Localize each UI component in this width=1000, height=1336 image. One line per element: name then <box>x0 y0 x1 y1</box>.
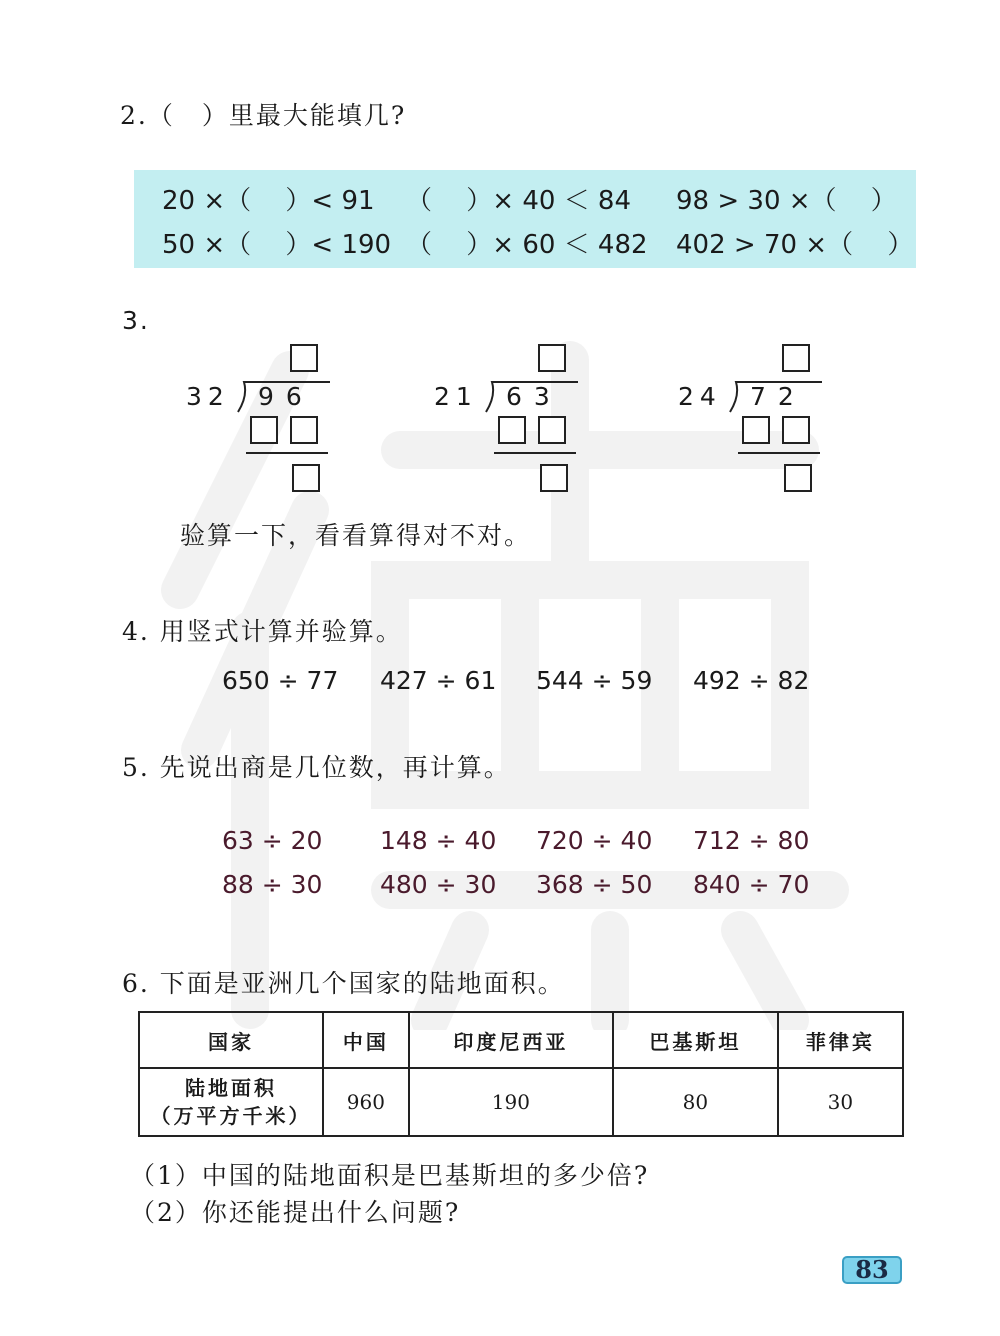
remainder-box[interactable] <box>292 464 320 492</box>
q2-ineq: （ ）× 60 ＜ 482 <box>406 230 648 260</box>
q6-heading: 6. 下面是亚洲几个国家的陆地面积。 <box>122 969 565 998</box>
q5-expression: 148 ÷ 40 <box>380 826 497 855</box>
row-label-cell <box>139 1068 323 1136</box>
q5-expression: 480 ÷ 30 <box>380 870 497 899</box>
land-area-table <box>138 1011 904 1137</box>
subtraction-line <box>738 452 820 454</box>
table-row <box>139 1068 903 1136</box>
q5-expression: 63 ÷ 20 <box>222 826 323 855</box>
table-cell: 190 <box>409 1068 613 1136</box>
q4-expression: 544 ÷ 59 <box>536 666 653 695</box>
remainder-box[interactable] <box>540 464 568 492</box>
q6-question-1: （1）中国的陆地面积是巴基斯坦的多少倍? <box>130 1161 650 1190</box>
q2-ineq: 50 ×（ ）< 190 <box>162 230 392 260</box>
q5-expression: 712 ÷ 80 <box>693 826 810 855</box>
q2-ineq: 98 > 30 ×（ ） <box>676 186 897 216</box>
product-box[interactable] <box>742 416 770 444</box>
q2-heading: 2.（ ）里最大能填几? <box>120 101 407 130</box>
q2-ineq: 402 > 70 ×（ ） <box>676 230 914 260</box>
q5-expression: 840 ÷ 70 <box>693 870 810 899</box>
quotient-box[interactable] <box>290 344 318 372</box>
dividend: 72 <box>750 382 806 411</box>
long-division-3 <box>676 342 856 512</box>
row-label-line1: 陆地面积 <box>185 1076 277 1100</box>
table-cell: 960 <box>323 1068 409 1136</box>
q2-ineq: （ ）× 40 ＜ 84 <box>406 186 632 216</box>
divisor: 24 <box>678 382 722 411</box>
table-cell: 80 <box>613 1068 778 1136</box>
q3-check-text: 验算一下，看看算得对不对。 <box>180 521 532 550</box>
q2-ineq: 20 ×（ ）< 91 <box>162 186 375 216</box>
table-header-cell: 印度尼西亚 <box>409 1012 613 1068</box>
divisor: 21 <box>434 382 478 411</box>
q4-expression: 650 ÷ 77 <box>222 666 339 695</box>
q3-heading: 3. <box>122 306 150 335</box>
page-number-badge: 83 <box>842 1256 902 1284</box>
table-cell: 30 <box>778 1068 903 1136</box>
long-division-1 <box>184 342 364 512</box>
product-box[interactable] <box>250 416 278 444</box>
remainder-box[interactable] <box>784 464 812 492</box>
product-box[interactable] <box>782 416 810 444</box>
table-header-row <box>139 1012 903 1068</box>
quotient-box[interactable] <box>782 344 810 372</box>
product-box[interactable] <box>290 416 318 444</box>
table-header-cell: 巴基斯坦 <box>613 1012 778 1068</box>
dividend: 96 <box>258 382 314 411</box>
q5-expression: 88 ÷ 30 <box>222 870 323 899</box>
quotient-box[interactable] <box>538 344 566 372</box>
table-header-cell: 中国 <box>323 1012 409 1068</box>
dividend: 63 <box>506 382 562 411</box>
table-header-cell: 菲律宾 <box>778 1012 903 1068</box>
subtraction-line <box>246 452 328 454</box>
q4-heading: 4. 用竖式计算并验算。 <box>122 617 403 646</box>
product-box[interactable] <box>538 416 566 444</box>
q5-expression: 368 ÷ 50 <box>536 870 653 899</box>
q5-expression: 720 ÷ 40 <box>536 826 653 855</box>
divisor: 32 <box>186 382 230 411</box>
q4-expression: 427 ÷ 61 <box>380 666 497 695</box>
row-label-line2: （万平方千米） <box>150 1104 312 1128</box>
subtraction-line <box>494 452 576 454</box>
q5-heading: 5. 先说出商是几位数，再计算。 <box>122 753 511 782</box>
q4-expression: 492 ÷ 82 <box>693 666 810 695</box>
product-box[interactable] <box>498 416 526 444</box>
q6-question-2: （2）你还能提出什么问题? <box>130 1198 461 1227</box>
long-division-2 <box>432 342 612 512</box>
table-header-cell: 国家 <box>139 1012 323 1068</box>
